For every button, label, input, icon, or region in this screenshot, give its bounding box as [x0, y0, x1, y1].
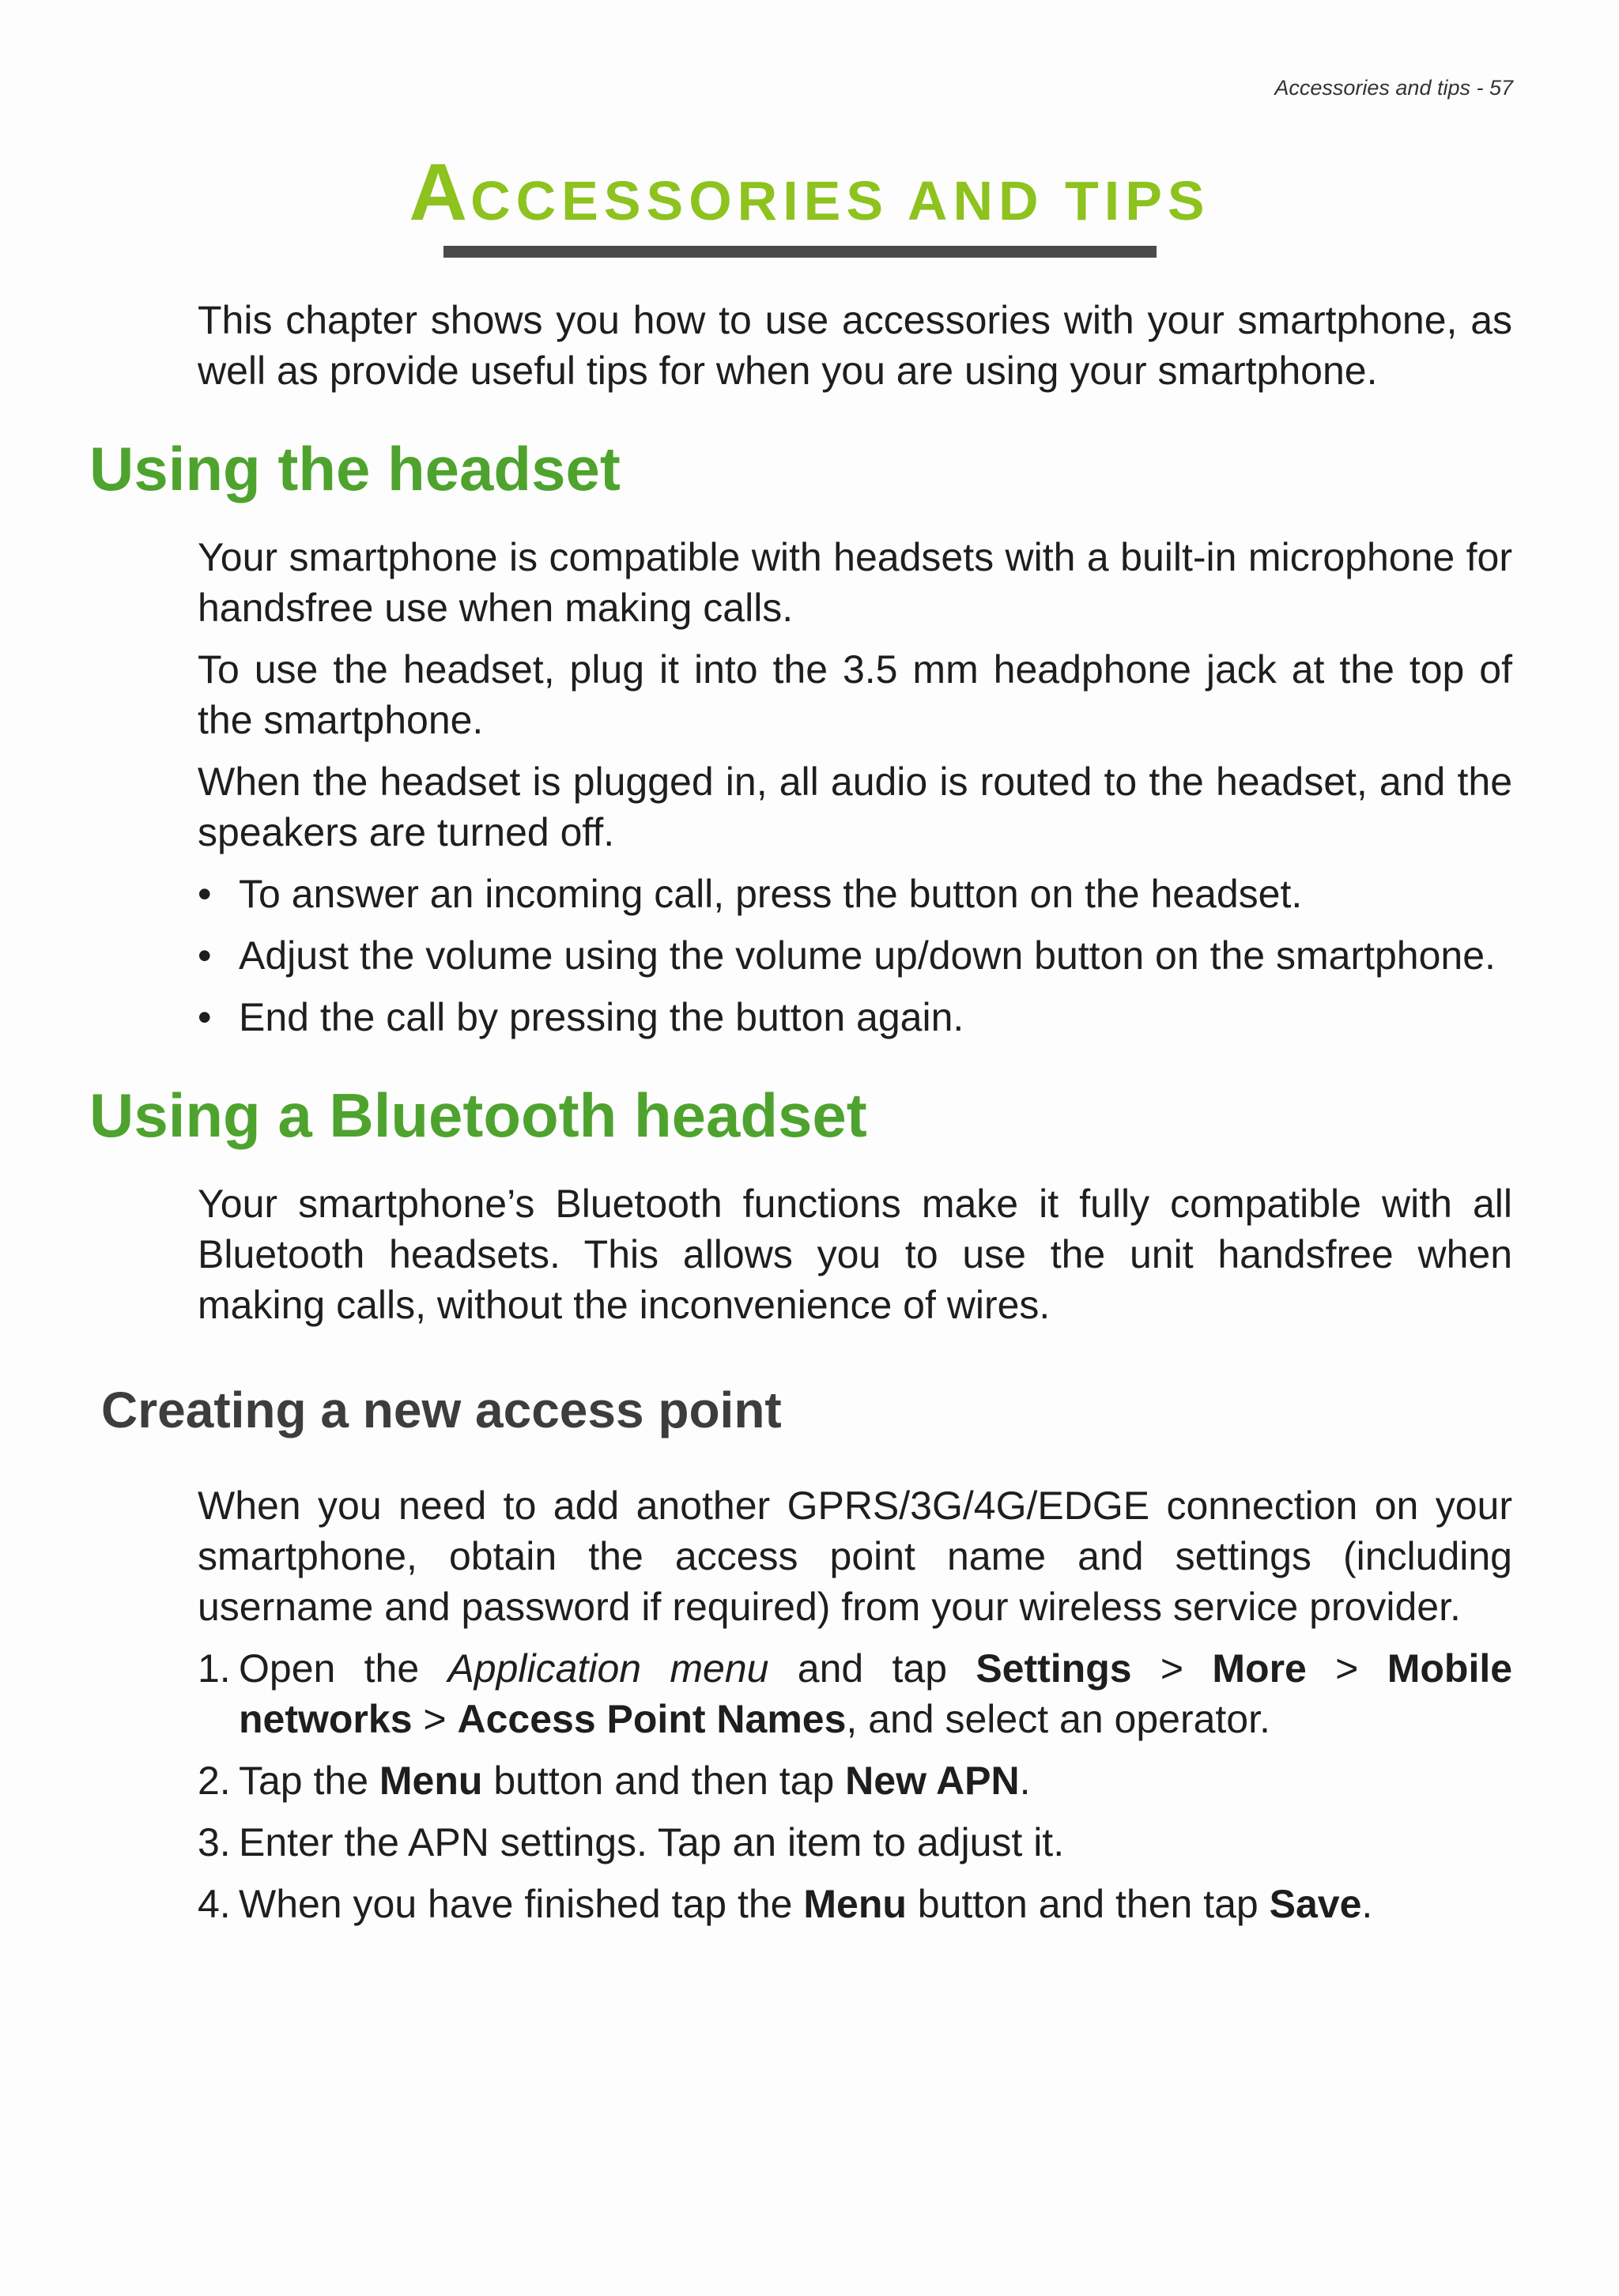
apn-paragraph: When you need to add another GPRS/3G/4G/EDGE connection on your smartphone, obtain the access point name and settings (including username and password if required) from your wireless service provider.: [198, 1484, 1512, 1629]
headset-bullet-list: [198, 869, 1512, 1042]
page-content: [89, 295, 1513, 1940]
step-item: 2. Tap the Menu button and then tap New APN.: [198, 1755, 1512, 1806]
title-underline: [443, 246, 1157, 258]
heading-creating-access-point: Creating a new access point: [101, 1382, 782, 1438]
step-number: 2.: [198, 1759, 231, 1803]
bullet-marker: •: [198, 995, 212, 1039]
chapter-title-rest: CCESSORIES AND TIPS: [470, 170, 1210, 232]
heading-using-the-headset: Using the headset: [89, 434, 621, 503]
headset-paragraph-2: To use the headset, plug it into the 3.5 mm headphone jack at the top of the smartphone.: [198, 647, 1512, 742]
headset-paragraph-1: Your smartphone is compatible with headsets with a built-in microphone for handsfree use when making calls.: [198, 535, 1512, 630]
list-item: • To answer an incoming call, press the button on the headset.: [198, 869, 1512, 919]
step-item: 1. Open the Application menu and tap Settings > More > Mobile networks > Access Point Names, and select an operator.: [198, 1643, 1512, 1744]
step-item: 3. Enter the APN settings. Tap an item to adjust it.: [198, 1817, 1512, 1868]
bullet-marker: •: [198, 872, 212, 916]
step-number: 1.: [198, 1646, 231, 1691]
list-item: • End the call by pressing the button again.: [198, 992, 1512, 1042]
list-item: • Adjust the volume using the volume up/down button on the smartphone.: [198, 930, 1512, 981]
intro-paragraph: This chapter shows you how to use accessories with your smartphone, as well as provide useful tips for when you are using your smartphone.: [198, 298, 1512, 393]
apn-steps-list: [198, 1643, 1512, 1929]
chapter-title-initial: A: [409, 147, 471, 237]
headset-paragraph-3: When the headset is plugged in, all audio is routed to the headset, and the speakers are turned off.: [198, 760, 1512, 854]
running-header: Accessories and tips - 57: [1274, 76, 1513, 100]
bullet-marker: •: [198, 933, 212, 978]
bluetooth-paragraph: Your smartphone’s Bluetooth functions make it fully compatible with all Bluetooth headsets. This allows you to use the unit handsfree when making calls, without the inconvenience of wires.: [198, 1182, 1512, 1327]
heading-using-a-bluetooth-headset: Using a Bluetooth headset: [89, 1080, 867, 1150]
step-number: 3.: [198, 1820, 231, 1864]
chapter-title: [0, 146, 1619, 239]
step-item: 4. When you have finished tap the Menu button and then tap Save.: [198, 1879, 1512, 1929]
step-number: 4.: [198, 1882, 231, 1926]
